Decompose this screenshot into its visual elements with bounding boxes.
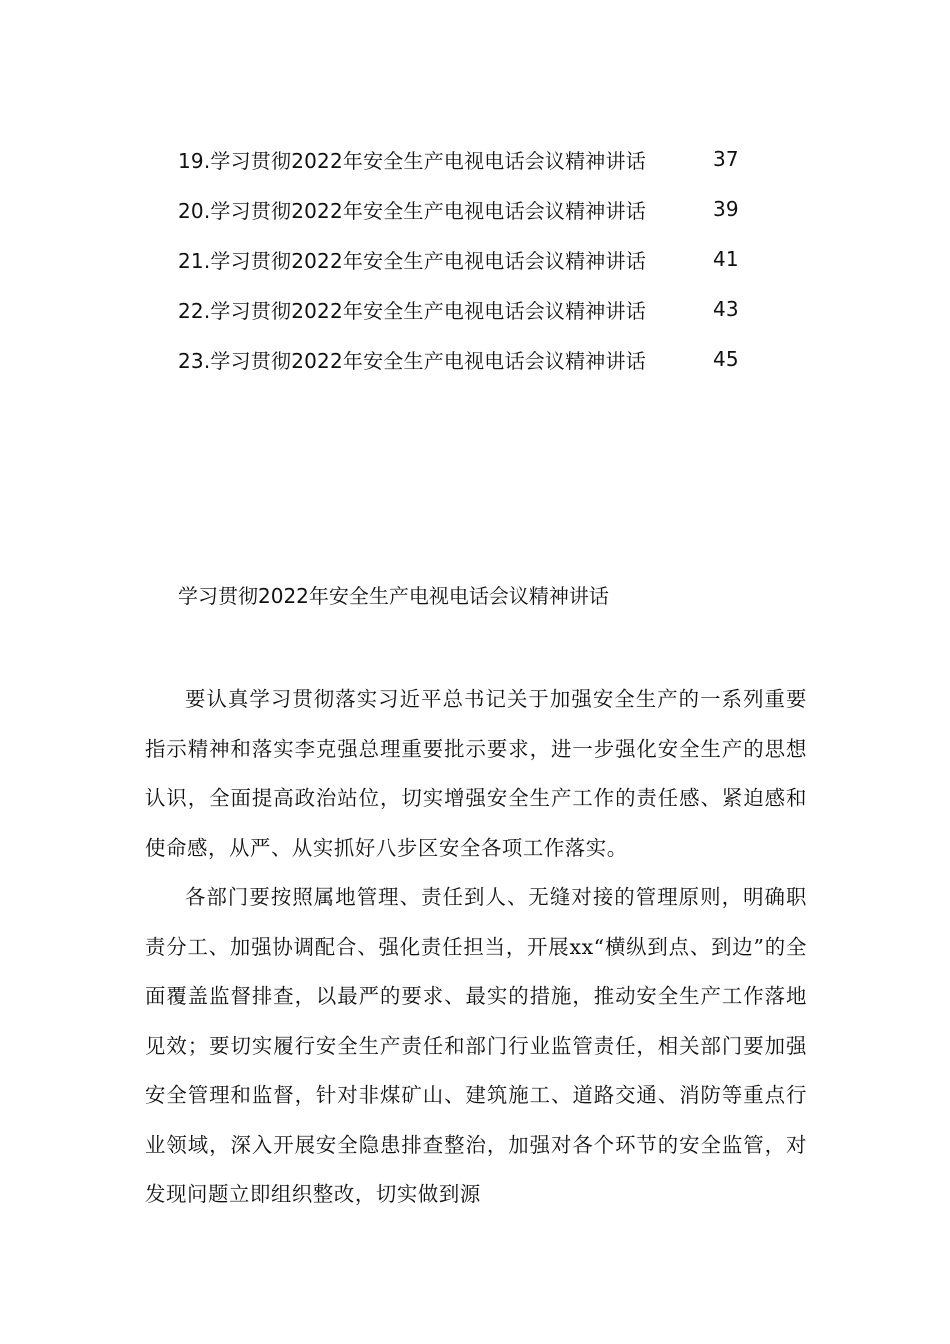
toc-item[interactable] [178, 184, 778, 234]
toc-item[interactable] [178, 334, 778, 384]
body-paragraph: 要认真学习贯彻落实习近平总书记关于加强安全生产的一系列重要指示精神和落实李克强总理重要批示要求，进一步强化安全生产的思想认识，全面提高政治站位，切实增强安全生产工作的责任感、紧迫感和使命感，从严、从实抓好八步区安全各项工作落实。 [145, 687, 807, 860]
table-of-contents [178, 134, 778, 384]
toc-item[interactable] [178, 284, 778, 334]
toc-item-page: 43 [713, 297, 739, 321]
toc-item-title: 23.学习贯彻2022年安全生产电视电话会议精神讲话 [178, 348, 646, 373]
toc-item-page: 37 [713, 147, 739, 171]
toc-item-page: 39 [713, 197, 739, 221]
toc-item-title: 19.学习贯彻2022年安全生产电视电话会议精神讲话 [178, 148, 646, 173]
toc-item-page: 41 [713, 247, 739, 271]
toc-item-title: 20.学习贯彻2022年安全生产电视电话会议精神讲话 [178, 198, 646, 223]
document-title: 学习贯彻2022年安全生产电视电话会议精神讲话 [178, 584, 609, 608]
toc-item-title: 21.学习贯彻2022年安全生产电视电话会议精神讲话 [178, 248, 646, 273]
toc-item-page: 45 [713, 347, 739, 371]
body-paragraph: 各部门要按照属地管理、责任到人、无缝对接的管理原则，明确职责分工、加强协调配合、强化责任担当，开展xx“横纵到点、到边”的全面覆盖监督排查，以最严的要求、最实的措施，推动安全生产工作落地见效；要切实履行安全生产责任和部门行业监管责任，相关部门要加强安全管理和监督，针对非煤矿山、建筑施工、道路交通、消防等重点行业领域，深入开展安全隐患排查整治，加强对各个环节的安全监管，对发现问题立即组织整改，切实做到源 [145, 885, 807, 1206]
document-body [145, 675, 807, 1220]
toc-item[interactable] [178, 134, 778, 184]
toc-item-title: 22.学习贯彻2022年安全生产电视电话会议精神讲话 [178, 298, 646, 323]
toc-item[interactable] [178, 234, 778, 284]
